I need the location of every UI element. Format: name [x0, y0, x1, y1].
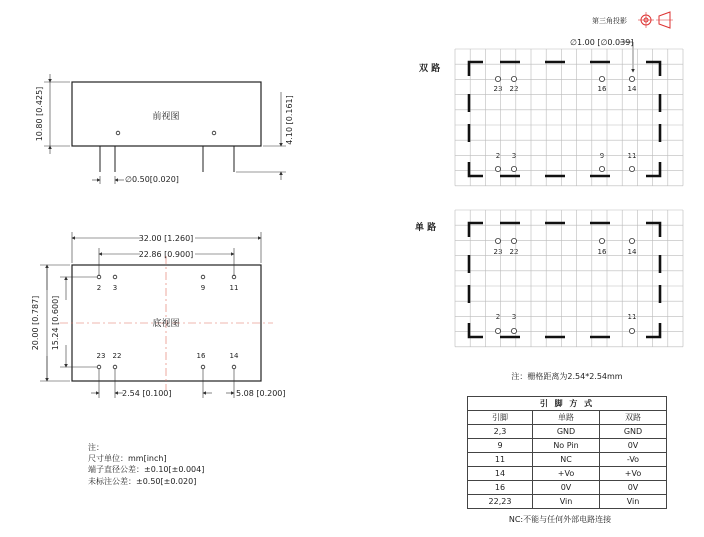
- table-cell: 22,23: [468, 495, 533, 509]
- table-cell: No Pin: [533, 439, 600, 453]
- pcb-dual-pin-9: 9: [599, 152, 605, 160]
- pad-hole: [511, 166, 516, 171]
- pad-hole: [599, 238, 604, 243]
- table-row: [468, 425, 667, 439]
- table-row: [468, 481, 667, 495]
- bottom-pin-9: 9: [200, 284, 206, 292]
- pcb-layout-single: [415, 210, 683, 347]
- projection-icon: [638, 12, 673, 28]
- pcb-grid: [455, 210, 683, 347]
- table-cell: 14: [468, 467, 533, 481]
- notes-title: 注：: [88, 443, 104, 452]
- table-cell: 11: [468, 453, 533, 467]
- table-cell: 16: [468, 481, 533, 495]
- bottom-pin-2: 2: [96, 284, 102, 292]
- pcb-dual-pin-11: 11: [627, 152, 637, 160]
- bottom-pin-11: 11: [229, 284, 239, 292]
- pcb-dual-pin-2: 2: [495, 152, 501, 160]
- grid-note: 注：栅格距离为2.54*2.54mm: [511, 372, 623, 381]
- pin-table-header: 引脚: [468, 411, 533, 425]
- bottom-pin-22: 22: [112, 352, 122, 360]
- pcb-layout-dual: [419, 38, 683, 186]
- bottom-view: [31, 232, 286, 398]
- pad-hole: [495, 76, 500, 81]
- bottom-pitch-dim: 2.54 [0.100]: [122, 389, 172, 398]
- front-view-pins: [100, 146, 234, 172]
- pad-hole: [629, 238, 634, 243]
- pcb-dual-pin-14: 14: [627, 85, 637, 93]
- projection-symbol: [592, 12, 673, 28]
- front-pin-length-dim: 4.10 [0.161]: [285, 95, 294, 145]
- pcb-single-pin-22: 22: [509, 248, 519, 256]
- pin-function-table: [467, 396, 667, 509]
- table-cell: Vin: [600, 495, 667, 509]
- table-row: [468, 439, 667, 453]
- pcb-single-pin-11: 11: [627, 313, 637, 321]
- table-cell: 0V: [600, 481, 667, 495]
- table-cell: GND: [533, 425, 600, 439]
- pcb-dual-pin-16: 16: [597, 85, 607, 93]
- table-cell: NC: [533, 453, 600, 467]
- pcb-grid: [455, 49, 683, 186]
- table-cell: 2,3: [468, 425, 533, 439]
- front-view-label: 前视图: [152, 112, 180, 122]
- table-cell: 9: [468, 439, 533, 453]
- bottom-height-dim: 20.00 [0.787]: [31, 295, 40, 351]
- pad-hole: [511, 328, 516, 333]
- notes-line-2: 端子直径公差：±0.10[±0.004]: [88, 465, 205, 474]
- pin-table-title: 引 脚 方 式: [468, 397, 667, 411]
- bottom-row-span-dim: 15.24 [0.600]: [51, 295, 60, 351]
- pin-table-header: 双路: [600, 411, 667, 425]
- pad-hole: [629, 166, 634, 171]
- pad-hole: [495, 328, 500, 333]
- table-cell: GND: [600, 425, 667, 439]
- table-row: [468, 467, 667, 481]
- pad-hole: [599, 166, 604, 171]
- pcb-single-pin-14: 14: [627, 248, 637, 256]
- bottom-pin-23: 23: [96, 352, 106, 360]
- notes-line-1: 尺寸单位：mm[inch]: [88, 454, 167, 463]
- pcb-dual-pin-23: 23: [493, 85, 503, 93]
- front-pin-dia-dim: ∅0.50[0.020]: [125, 175, 179, 184]
- bottom-length-dim: 32.00 [1.260]: [138, 234, 194, 243]
- bottom-pin-16: 16: [196, 352, 206, 360]
- pcb-single-pin-3: 3: [511, 313, 517, 321]
- bottom-pin-3: 3: [112, 284, 118, 292]
- pad-hole: [511, 238, 516, 243]
- pcb-dual-label: 双 路: [419, 64, 441, 74]
- table-cell: 0V: [600, 439, 667, 453]
- nc-note: NC:不能与任何外部电路连接: [508, 515, 612, 524]
- pad-hole: [629, 328, 634, 333]
- pcb-single-pin-16: 16: [597, 248, 607, 256]
- pad-hole: [495, 166, 500, 171]
- notes-line-3: 未标注公差：±0.50[±0.020]: [88, 477, 197, 486]
- bottom-view-label: 底视图: [152, 319, 180, 329]
- bottom-edge-dim: 5.08 [0.200]: [236, 389, 286, 398]
- front-height-dim: 10.80 [0.425]: [35, 86, 44, 142]
- bottom-pin-14: 14: [229, 352, 239, 360]
- table-cell: -Vo: [600, 453, 667, 467]
- front-view: [35, 74, 294, 184]
- pad-hole: [495, 238, 500, 243]
- pcb-single-pin-23: 23: [493, 248, 503, 256]
- table-cell: +Vo: [533, 467, 600, 481]
- pcb-dual-pin-3: 3: [511, 152, 517, 160]
- table-row: [468, 453, 667, 467]
- pad-hole: [511, 76, 516, 81]
- pin-table-header: 单路: [533, 411, 600, 425]
- notes: [88, 442, 204, 486]
- table-cell: +Vo: [600, 467, 667, 481]
- pcb-single-label: 单 路: [415, 223, 437, 233]
- bottom-pin-span-dim: 22.86 [0.900]: [138, 250, 194, 259]
- table-cell: 0V: [533, 481, 600, 495]
- projection-label: 第三角投影: [592, 17, 627, 25]
- pcb-dual-pin-22: 22: [509, 85, 519, 93]
- table-cell: Vin: [533, 495, 600, 509]
- pad-hole: [629, 76, 634, 81]
- table-row: [468, 495, 667, 509]
- hole-dia-dim: ∅1.00 [∅0.039]: [570, 38, 634, 47]
- pad-hole: [599, 76, 604, 81]
- pcb-single-pin-2: 2: [495, 313, 501, 321]
